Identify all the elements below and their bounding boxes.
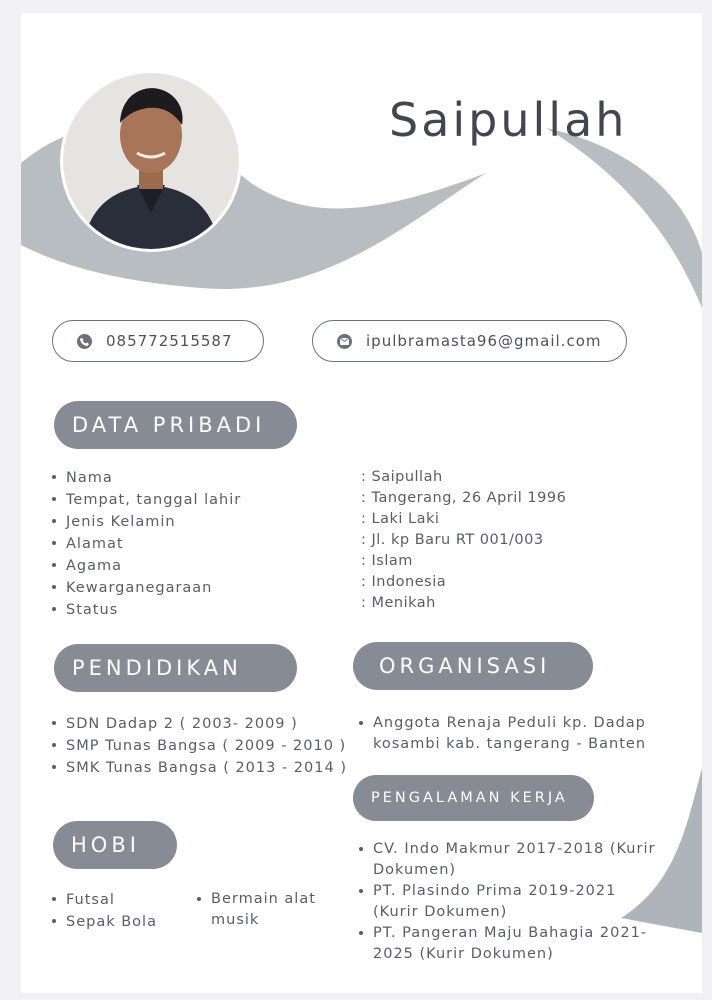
organization-list (359, 713, 649, 755)
personal-labels (52, 467, 241, 621)
personal-value: : Tangerang, 26 April 1996 (361, 490, 567, 506)
section-organisasi-heading: ORGANISASI (353, 642, 593, 690)
hobby-list-2 (197, 889, 317, 931)
hobby-list-1 (52, 889, 157, 933)
hobby-item: Sepak Bola (52, 911, 157, 933)
phone-icon (77, 334, 92, 349)
section-data-pribadi-heading: DATA PRIBADI (54, 401, 297, 449)
email-pill (312, 320, 627, 362)
personal-label: Kewarganegaraan (52, 577, 241, 599)
personal-label: Status (52, 599, 241, 621)
section-pengalaman-heading: PENGALAMAN KERJA (353, 775, 594, 821)
hobby-item: Bermain alat musik (197, 889, 317, 931)
section-hobi-heading: HOBI (53, 821, 177, 869)
personal-value: : Jl. kp Baru RT 001/003 (361, 532, 544, 548)
education-item: SDN Dadap 2 ( 2003- 2009 ) (52, 713, 347, 735)
personal-values (361, 467, 566, 614)
organization-item: Anggota Renaja Peduli kp. Dadap kosambi kab. tangerang - Banten (359, 713, 649, 755)
profile-photo (63, 73, 239, 249)
personal-value: : Menikah (361, 595, 436, 611)
personal-value: : Saipullah (361, 469, 443, 485)
personal-value: : Indonesia (361, 574, 447, 590)
personal-label: Jenis Kelamin (52, 511, 241, 533)
education-list (52, 713, 347, 779)
personal-label: Alamat (52, 533, 241, 555)
personal-label: Agama (52, 555, 241, 577)
personal-value: : Laki Laki (361, 511, 440, 527)
cv-page (21, 13, 702, 993)
personal-label: Nama (52, 467, 241, 489)
personal-label: Tempat, tanggal lahir (52, 489, 241, 511)
experience-item: CV. Indo Makmur 2017-2018 (Kurir Dokumen) (359, 839, 659, 881)
experience-item: PT. Plasindo Prima 2019-2021 (Kurir Dokumen) (359, 881, 659, 923)
email-address: ipulbramasta96@gmail.com (366, 332, 602, 350)
experience-item: PT. Pangeran Maju Bahagia 2021-2025 (Kurir Dokumen) (359, 923, 659, 965)
section-pendidikan-heading: PENDIDIKAN (54, 644, 297, 692)
experience-list (359, 839, 659, 965)
hobby-item: Futsal (52, 889, 157, 911)
personal-value: : Islam (361, 553, 413, 569)
education-item: SMK Tunas Bangsa ( 2013 - 2014 ) (52, 757, 347, 779)
mail-icon (337, 334, 352, 349)
education-item: SMP Tunas Bangsa ( 2009 - 2010 ) (52, 735, 347, 757)
candidate-name: Saipullah (389, 93, 628, 147)
phone-pill (52, 320, 264, 362)
phone-number: 085772515587 (106, 332, 233, 350)
